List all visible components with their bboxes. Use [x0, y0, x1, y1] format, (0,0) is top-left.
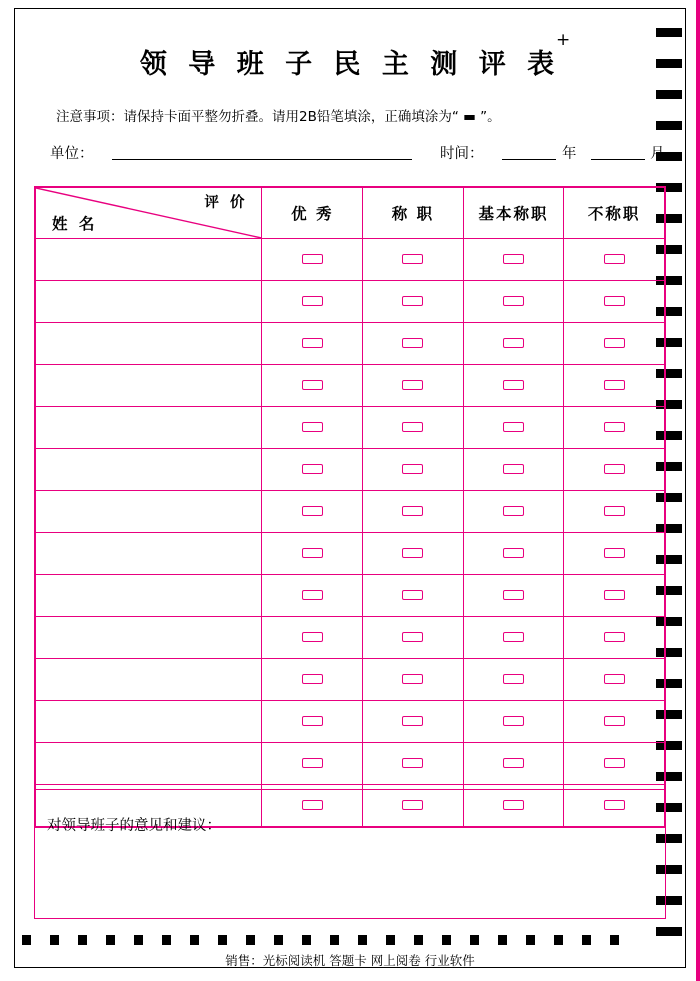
name-input-cell[interactable]	[36, 365, 262, 407]
bubble-cell[interactable]	[564, 575, 665, 617]
bubble-cell[interactable]	[262, 239, 363, 281]
bubble-cell[interactable]	[363, 365, 464, 407]
bubble-cell[interactable]	[262, 743, 363, 785]
timing-mark	[22, 935, 31, 945]
bubble-cell[interactable]	[262, 659, 363, 701]
timing-mark	[656, 90, 682, 99]
answer-bubble[interactable]	[604, 716, 625, 726]
answer-bubble[interactable]	[503, 338, 524, 348]
name-input-cell[interactable]	[36, 491, 262, 533]
table-header-row	[36, 188, 665, 239]
bubble-cell[interactable]	[363, 407, 464, 449]
bubble-cell[interactable]	[262, 617, 363, 659]
answer-bubble[interactable]	[604, 758, 625, 768]
bubble-cell[interactable]	[463, 701, 564, 743]
bubble-cell[interactable]	[564, 533, 665, 575]
answer-bubble[interactable]	[402, 254, 423, 264]
answer-bubble[interactable]	[604, 380, 625, 390]
table-row	[36, 449, 665, 491]
page-edge-stripe	[696, 0, 700, 981]
answer-bubble[interactable]	[604, 422, 625, 432]
timing-mark	[656, 927, 682, 936]
answer-bubble[interactable]	[302, 758, 323, 768]
timing-mark	[274, 935, 283, 945]
bubble-cell[interactable]	[564, 365, 665, 407]
timing-mark	[554, 935, 563, 945]
timing-mark	[78, 935, 87, 945]
unit-input[interactable]	[112, 159, 412, 160]
name-eval-header-cell	[36, 188, 262, 239]
timing-mark	[470, 935, 479, 945]
year-label: 年	[562, 146, 577, 162]
answer-bubble[interactable]	[503, 674, 524, 684]
answer-bubble[interactable]	[503, 422, 524, 432]
bubble-cell[interactable]	[363, 449, 464, 491]
bubble-cell[interactable]	[262, 575, 363, 617]
bubble-cell[interactable]	[363, 239, 464, 281]
bubble-cell[interactable]	[463, 533, 564, 575]
bubble-cell[interactable]	[564, 323, 665, 365]
answer-bubble[interactable]	[604, 674, 625, 684]
timing-mark	[610, 935, 619, 945]
bubble-cell[interactable]	[363, 575, 464, 617]
eval-header-label: 评 价	[204, 194, 248, 211]
answer-bubble[interactable]	[302, 506, 323, 516]
answer-bubble[interactable]	[604, 464, 625, 474]
timing-mark	[386, 935, 395, 945]
bubble-cell[interactable]	[564, 449, 665, 491]
registration-mark-icon: +	[556, 30, 571, 50]
answer-bubble[interactable]	[402, 380, 423, 390]
header-fields	[50, 140, 665, 166]
name-input-cell[interactable]	[36, 449, 262, 491]
answer-bubble[interactable]	[302, 338, 323, 348]
bubble-cell[interactable]	[463, 743, 564, 785]
bubble-cell[interactable]	[363, 323, 464, 365]
bubble-cell[interactable]	[363, 743, 464, 785]
name-input-cell[interactable]	[36, 617, 262, 659]
timing-marks-bottom	[22, 935, 622, 945]
answer-bubble[interactable]	[604, 506, 625, 516]
answer-bubble[interactable]	[302, 380, 323, 390]
timing-mark	[414, 935, 423, 945]
year-input[interactable]	[502, 159, 556, 160]
table-row	[36, 617, 665, 659]
footer-text: 销售：光标阅读机 答题卡 网上阅卷 行业软件	[225, 953, 475, 968]
name-header-label: 姓 名	[52, 214, 98, 233]
timing-mark	[656, 28, 682, 37]
timing-mark	[442, 935, 451, 945]
month-input[interactable]	[591, 159, 645, 160]
name-input-cell[interactable]	[36, 239, 262, 281]
bubble-cell[interactable]	[363, 491, 464, 533]
answer-bubble[interactable]	[302, 632, 323, 642]
table-row	[36, 743, 665, 785]
unit-label: 单位：	[50, 146, 94, 162]
answer-bubble[interactable]	[503, 464, 524, 474]
bubble-cell[interactable]	[564, 491, 665, 533]
answer-bubble[interactable]	[302, 422, 323, 432]
answer-bubble[interactable]	[402, 422, 423, 432]
name-input-cell[interactable]	[36, 575, 262, 617]
answer-bubble[interactable]	[302, 464, 323, 474]
timing-mark	[582, 935, 591, 945]
bubble-cell[interactable]	[262, 491, 363, 533]
column-header-3: 不称职	[564, 188, 665, 239]
answer-bubble[interactable]	[402, 506, 423, 516]
answer-bubble[interactable]	[302, 254, 323, 264]
table-row	[36, 365, 665, 407]
answer-bubble[interactable]	[302, 548, 323, 558]
answer-bubble[interactable]	[503, 632, 524, 642]
table-row	[36, 323, 665, 365]
bubble-cell[interactable]	[564, 407, 665, 449]
name-input-cell[interactable]	[36, 701, 262, 743]
answer-bubble[interactable]	[604, 338, 625, 348]
table-row	[36, 491, 665, 533]
answer-bubble[interactable]	[402, 590, 423, 600]
timing-mark	[498, 935, 507, 945]
answer-bubble[interactable]	[402, 464, 423, 474]
timing-mark	[162, 935, 171, 945]
table-row	[36, 407, 665, 449]
notice-text: 注意事项：请保持卡面平整勿折叠。请用2B铅笔填涂，正确填涂为“ ▬ ”。	[56, 109, 501, 125]
bubble-cell[interactable]	[363, 533, 464, 575]
answer-bubble[interactable]	[503, 506, 524, 516]
bubble-cell[interactable]	[463, 239, 564, 281]
timing-mark	[50, 935, 59, 945]
answer-bubble[interactable]	[604, 590, 625, 600]
answer-bubble[interactable]	[604, 296, 625, 306]
answer-bubble[interactable]	[604, 632, 625, 642]
timing-mark	[190, 935, 199, 945]
time-label: 时间：	[440, 146, 484, 162]
answer-bubble[interactable]	[503, 380, 524, 390]
bubble-cell[interactable]	[463, 617, 564, 659]
timing-mark	[656, 121, 682, 130]
evaluation-table	[34, 186, 666, 828]
bubble-cell[interactable]	[262, 533, 363, 575]
answer-bubble[interactable]	[604, 254, 625, 264]
bubble-cell[interactable]	[262, 323, 363, 365]
answer-bubble[interactable]	[302, 674, 323, 684]
table-row	[36, 701, 665, 743]
bubble-cell[interactable]	[463, 365, 564, 407]
name-input-cell[interactable]	[36, 281, 262, 323]
timing-mark	[526, 935, 535, 945]
name-input-cell[interactable]	[36, 659, 262, 701]
bubble-cell[interactable]	[564, 281, 665, 323]
answer-bubble[interactable]	[503, 758, 524, 768]
answer-bubble[interactable]	[503, 296, 524, 306]
answer-bubble[interactable]	[402, 338, 423, 348]
bubble-cell[interactable]	[463, 575, 564, 617]
answer-bubble[interactable]	[503, 716, 524, 726]
answer-bubble[interactable]	[604, 548, 625, 558]
bubble-cell[interactable]	[463, 323, 564, 365]
timing-mark	[134, 935, 143, 945]
bubble-cell[interactable]	[262, 701, 363, 743]
answer-bubble[interactable]	[302, 590, 323, 600]
bubble-cell[interactable]	[363, 701, 464, 743]
column-header-0: 优 秀	[262, 188, 363, 239]
bubble-cell[interactable]	[564, 659, 665, 701]
comment-box[interactable]	[34, 789, 666, 919]
timing-mark	[218, 935, 227, 945]
bubble-cell[interactable]	[463, 491, 564, 533]
bubble-cell[interactable]	[463, 407, 564, 449]
bubble-cell[interactable]	[463, 449, 564, 491]
timing-mark	[246, 935, 255, 945]
timing-mark	[330, 935, 339, 945]
name-input-cell[interactable]	[36, 743, 262, 785]
bubble-cell[interactable]	[564, 239, 665, 281]
timing-mark	[302, 935, 311, 945]
bubble-cell[interactable]	[564, 743, 665, 785]
bubble-cell[interactable]	[363, 281, 464, 323]
page-title: 领 导 班 子 民 主 测 评 表	[139, 49, 561, 80]
answer-bubble[interactable]	[402, 632, 423, 642]
bubble-cell[interactable]	[262, 449, 363, 491]
bubble-cell[interactable]	[463, 659, 564, 701]
answer-bubble[interactable]	[302, 296, 323, 306]
column-header-1: 称 职	[363, 188, 464, 239]
name-input-cell[interactable]	[36, 407, 262, 449]
name-input-cell[interactable]	[36, 323, 262, 365]
answer-bubble[interactable]	[402, 716, 423, 726]
name-input-cell[interactable]	[36, 533, 262, 575]
bubble-cell[interactable]	[262, 281, 363, 323]
table-row	[36, 575, 665, 617]
comment-label: 对领导班子的意见和建议：	[47, 818, 221, 834]
answer-bubble[interactable]	[402, 674, 423, 684]
column-header-2: 基本称职	[463, 188, 564, 239]
table-row	[36, 239, 665, 281]
bubble-cell[interactable]	[262, 365, 363, 407]
timing-mark	[358, 935, 367, 945]
answer-bubble[interactable]	[402, 296, 423, 306]
bubble-cell[interactable]	[363, 617, 464, 659]
answer-bubble[interactable]	[402, 758, 423, 768]
bubble-cell[interactable]	[564, 701, 665, 743]
answer-bubble[interactable]	[503, 548, 524, 558]
answer-bubble[interactable]	[503, 590, 524, 600]
bubble-cell[interactable]	[262, 407, 363, 449]
answer-bubble[interactable]	[402, 548, 423, 558]
table-row	[36, 533, 665, 575]
month-label: 月	[650, 146, 665, 162]
bubble-cell[interactable]	[463, 281, 564, 323]
bubble-cell[interactable]	[363, 659, 464, 701]
bubble-cell[interactable]	[564, 617, 665, 659]
table-row	[36, 281, 665, 323]
table-row	[36, 659, 665, 701]
answer-bubble[interactable]	[503, 254, 524, 264]
timing-mark	[106, 935, 115, 945]
answer-bubble[interactable]	[302, 716, 323, 726]
